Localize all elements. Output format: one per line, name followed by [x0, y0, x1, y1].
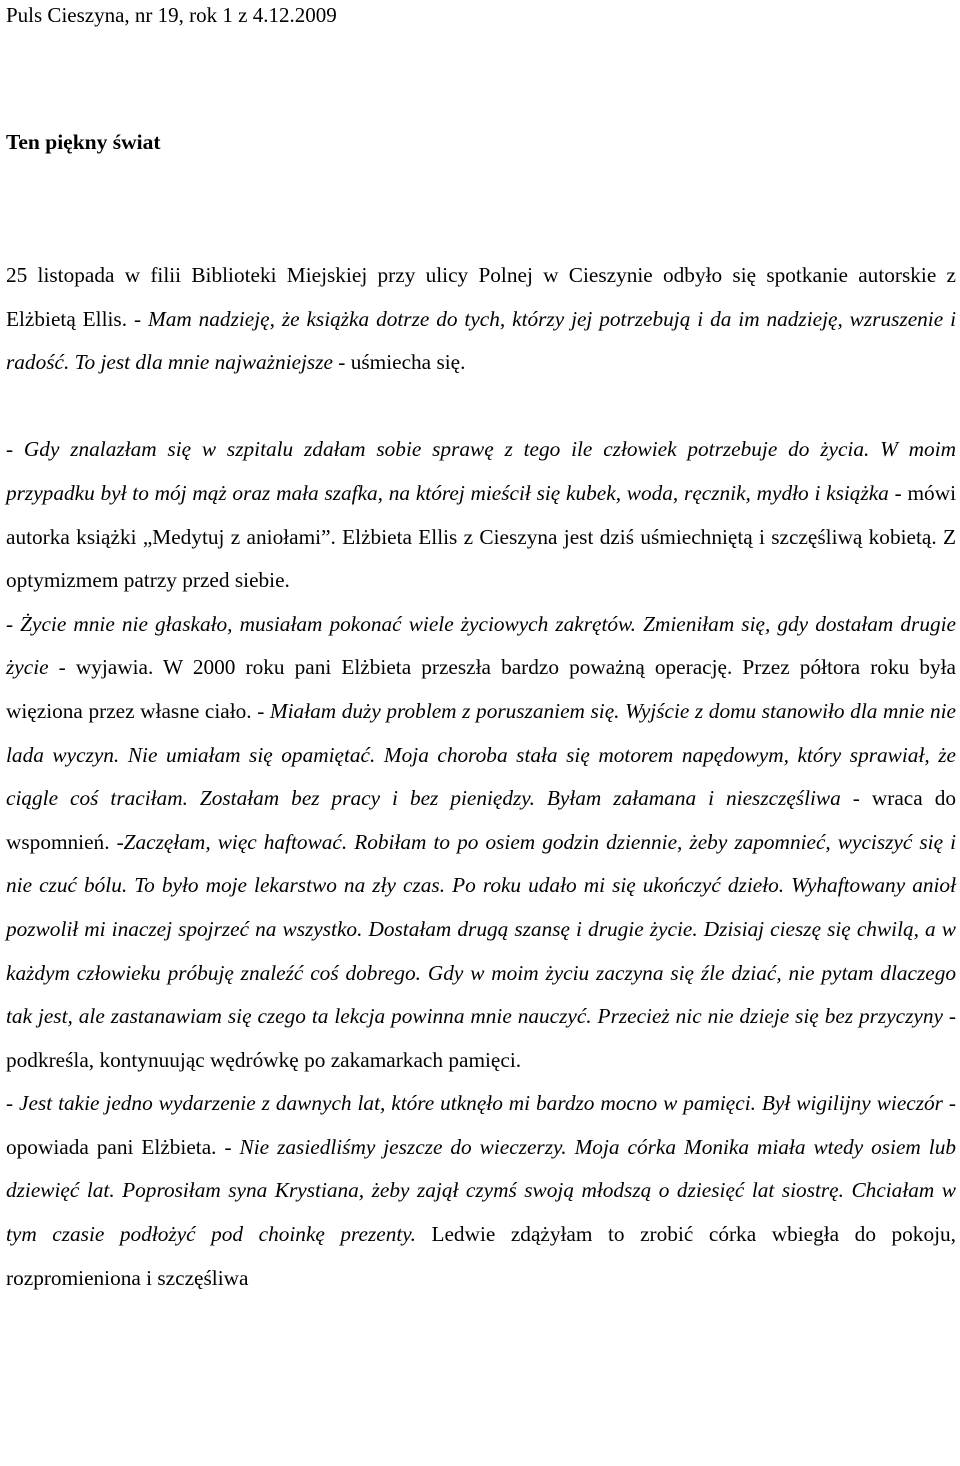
quote-run: -Zaczęłam, więc haftować. Robiłam to po osiem godzin dziennie, żeby zapomnieć, wyciszyć się i nie czuć bólu. To było moje lekarstwo na zły czas. Po roku udało mi się ukończyć dzieło. Wyhaftowany anioł pozwolił mi inaczej spojrzeć na wszystko. Dostałam drugą szansę i drugie życie. Dzisiaj cieszę się chwilą, a w każdym człowieku próbuję znaleźć coś dobrego. Gdy w moim życiu zaczyna się źle dziać, nie pytam dlaczego tak jest, ale zastanawiam się czego ta lekcja powinna mnie nauczyć. Przecież nic nie dzieje się bez przyczyny — [6, 829, 956, 1029]
text-run: - podkreśla, kontynuując wędrówkę po zakamarkach pamięci. — [6, 1004, 956, 1072]
paragraph-gap — [6, 385, 956, 429]
text-run: Ledwie zdążyłam to zrobić córka wbiegła do pokoju, rozpromieniona i szczęśliwa — [6, 1222, 956, 1290]
paragraph-life — [6, 603, 956, 1083]
quote-run: - Jest takie jedno wydarzenie z dawnych lat, które utknęło mi bardzo mocno w pamięci. Był wigilijny wieczór — [6, 1091, 943, 1116]
text-run: - wraca do wspomnień. — [6, 786, 956, 854]
quote-run: - Mam nadzieję, że książka dotrze do tych, którzy jej potrzebują i da im nadzieję, wzruszenie i radość. To jest dla mnie najważniejsze — [6, 306, 956, 375]
text-run: - wyjawia. W 2000 roku pani Elżbieta przeszła bardzo poważną operację. Przez półtora roku była więziona przez własne ciało. — [6, 655, 956, 723]
paragraph-hospital — [6, 428, 956, 602]
text-run: - mówi autorka książki „Medytuj z aniołami”. Elżbieta Ellis z Cieszyna jest dziś uśmiechniętą i szczęśliwą kobietą. Z optymizmem patrzy przed siebie. — [6, 480, 956, 593]
quote-run: - Gdy znalazłam się w szpitalu zdałam sobie sprawę z tego ile człowiek potrzebuje do życia. W moim przypadku był to mój mąż oraz mała szafka, na której mieścił się kubek, woda, ręcznik, mydło i książka — [6, 437, 956, 505]
paragraph-intro — [6, 254, 956, 385]
quote-run: - Miałam duży problem z poruszaniem się. Wyjście z domu stanowiło dla mnie nie lada wyczyn. Nie umiałam się opamiętać. Moja choroba stała się motorem napędowym, który sprawiał, że ciągle coś traciłam. Zostałam bez pracy i bez pieniędzy. Byłam załamana i nieszczęśliwa — [6, 698, 956, 811]
quote-run: - Życie mnie nie głaskało, musiałam pokonać wiele życiowych zakrętów. Zmieniłam się, gdy dostałam drugie życie — [6, 611, 956, 680]
text-run: - opowiada pani Elżbieta. — [6, 1091, 957, 1159]
article-title: Ten piękny świat — [6, 130, 161, 154]
paragraph-christmas — [6, 1082, 956, 1300]
text-run: 25 listopada w filii Biblioteki Miejskiej przy ulicy Polnej w Cieszynie odbyło się spotkanie autorskie z Elżbietą Ellis. — [6, 263, 956, 331]
article-body — [6, 254, 956, 1300]
publication-header: Puls Cieszyna, nr 19, rok 1 z 4.12.2009 — [6, 3, 337, 27]
text-run: - uśmiecha się. — [332, 350, 466, 375]
quote-run: - Nie zasiedliśmy jeszcze do wieczerzy. Moja córka Monika miała wtedy osiem lub dziewięć lat. Poprosiłam syna Krystiana, żeby zajął czymś swoją młodszą o dziesięć lat siostrę. Chciałam w tym czasie podłożyć pod choinkę prezenty. — [6, 1134, 956, 1247]
